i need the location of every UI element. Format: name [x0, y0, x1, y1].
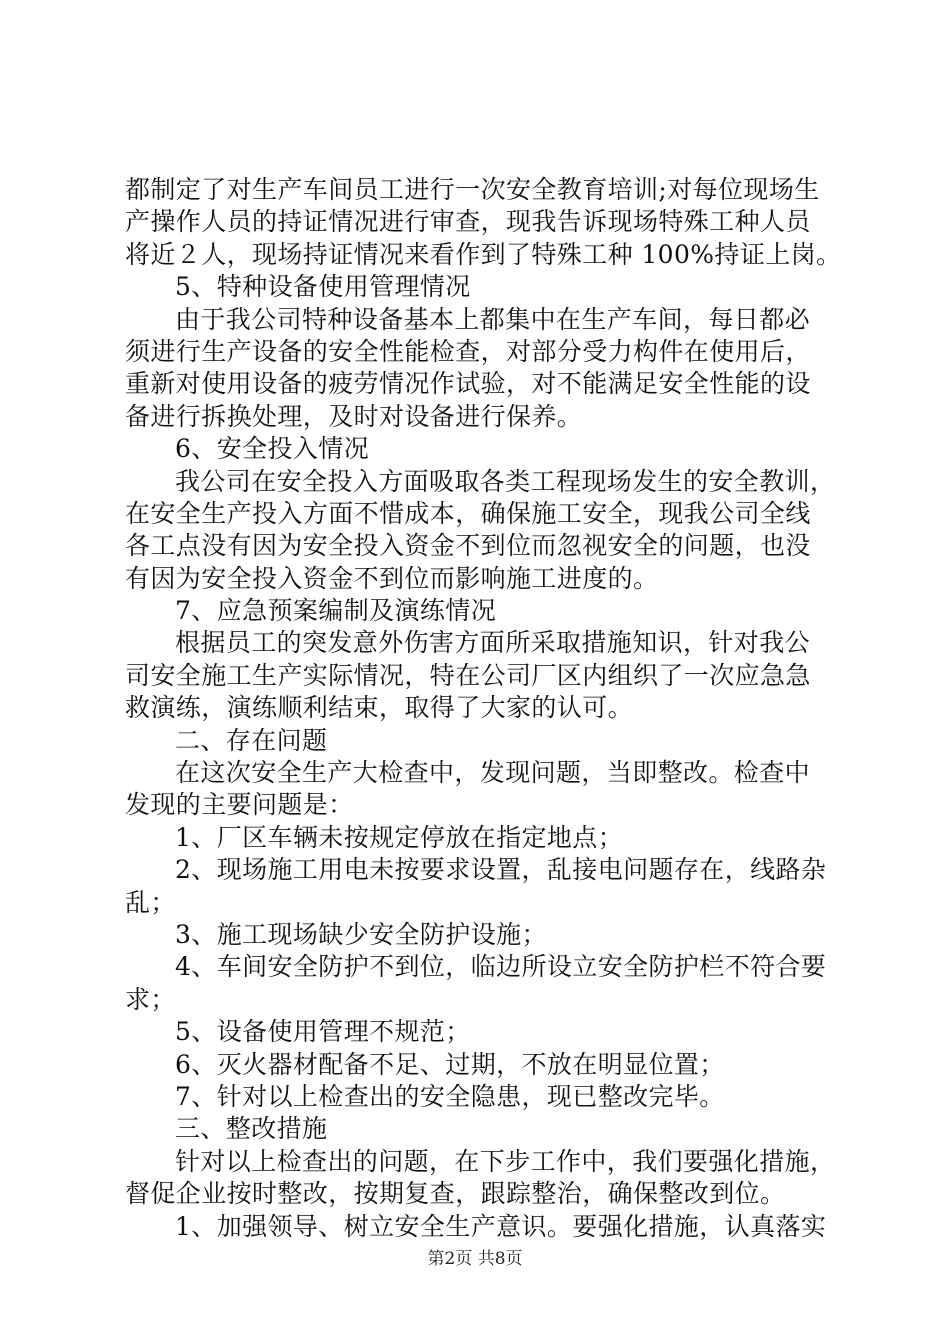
- paragraph-line: 针对以上检查出的问题，在下步工作中，我们要强化措施，: [175, 1146, 836, 1176]
- paragraph-line: 由于我公司特种设备基本上都集中在生产车间，每日都必: [175, 304, 811, 334]
- paragraph-line: 在安全生产投入方面不惜成本，确保施工安全，现我公司全线: [125, 498, 811, 528]
- paragraph-line: 各工点没有因为安全投入资金不到位而忽视安全的问题，也没: [125, 531, 811, 561]
- document-body: [125, 174, 840, 1243]
- paragraph-line: 救演练，演练顺利结束，取得了大家的认可。: [125, 693, 634, 723]
- page-number-footer: 第2页 共8页: [427, 1249, 523, 1269]
- paragraph-line: 备进行拆换处理，及时对设备进行保养。: [125, 401, 583, 431]
- section-heading: 5、特种设备使用管理情况: [175, 272, 471, 302]
- list-item: 1、厂区车辆未按规定停放在指定地点；: [175, 822, 624, 852]
- section-heading: 7、应急预案编制及演练情况: [175, 596, 497, 626]
- list-item: 6、灭火器材配备不足、过期，不放在明显位置；: [175, 1049, 725, 1079]
- paragraph-line: 发现的主要问题是：: [125, 790, 354, 820]
- list-item-continuation: 乱；: [125, 887, 176, 917]
- section-heading: 二、存在问题: [175, 725, 328, 755]
- list-item: 3、施工现场缺少安全防护设施；: [175, 919, 547, 949]
- list-item: 1、加强领导、树立安全生产意识。要强化措施，认真落实: [175, 1211, 827, 1241]
- paragraph-line: 须进行生产设备的安全性能检查，对部分受力构件在使用后，: [125, 336, 811, 366]
- paragraph-line: 产操作人员的持证情况进行审查，现我告诉现场特殊工种人员: [125, 207, 811, 237]
- paragraph-line: 重新对使用设备的疲劳情况作试验，对不能满足安全性能的设: [125, 369, 811, 399]
- paragraph-line: 都制定了对生产车间员工进行一次安全教育培训;对每位现场生: [125, 175, 820, 204]
- paragraph-line: 我公司在安全投入方面吸取各类工程现场发生的安全教训，: [175, 466, 836, 496]
- paragraph-line: 在这次安全生产大检查中，发现问题，当即整改。检查中: [175, 758, 811, 788]
- list-item: 7、针对以上检查出的安全隐患，现已整改完毕。: [175, 1081, 725, 1111]
- list-item: 5、设备使用管理不规范；: [175, 1017, 471, 1047]
- paragraph-line: 根据员工的突发意外伤害方面所采取措施知识，针对我公: [175, 628, 811, 658]
- list-item: 4、车间安全防护不到位，临边所设立安全防护栏不符合要: [175, 952, 827, 982]
- paragraph-line: 将近２人，现场持证情况来看作到了特殊工种 100%持证上岗。: [125, 239, 842, 269]
- list-item: 2、现场施工用电未按要求设置，乱接电问题存在，线路杂: [175, 855, 827, 885]
- paragraph-line: 有因为安全投入资金不到位而影响施工进度的。: [125, 563, 659, 593]
- paragraph-line: 司安全施工生产实际情况，特在公司厂区内组织了一次应急急: [125, 660, 811, 690]
- section-heading: 三、整改措施: [175, 1114, 328, 1144]
- list-item-continuation: 求；: [125, 984, 176, 1014]
- section-heading: 6、安全投入情况: [175, 434, 370, 464]
- paragraph-line: 督促企业按时整改，按期复查，跟踪整治，确保整改到位。: [125, 1179, 786, 1209]
